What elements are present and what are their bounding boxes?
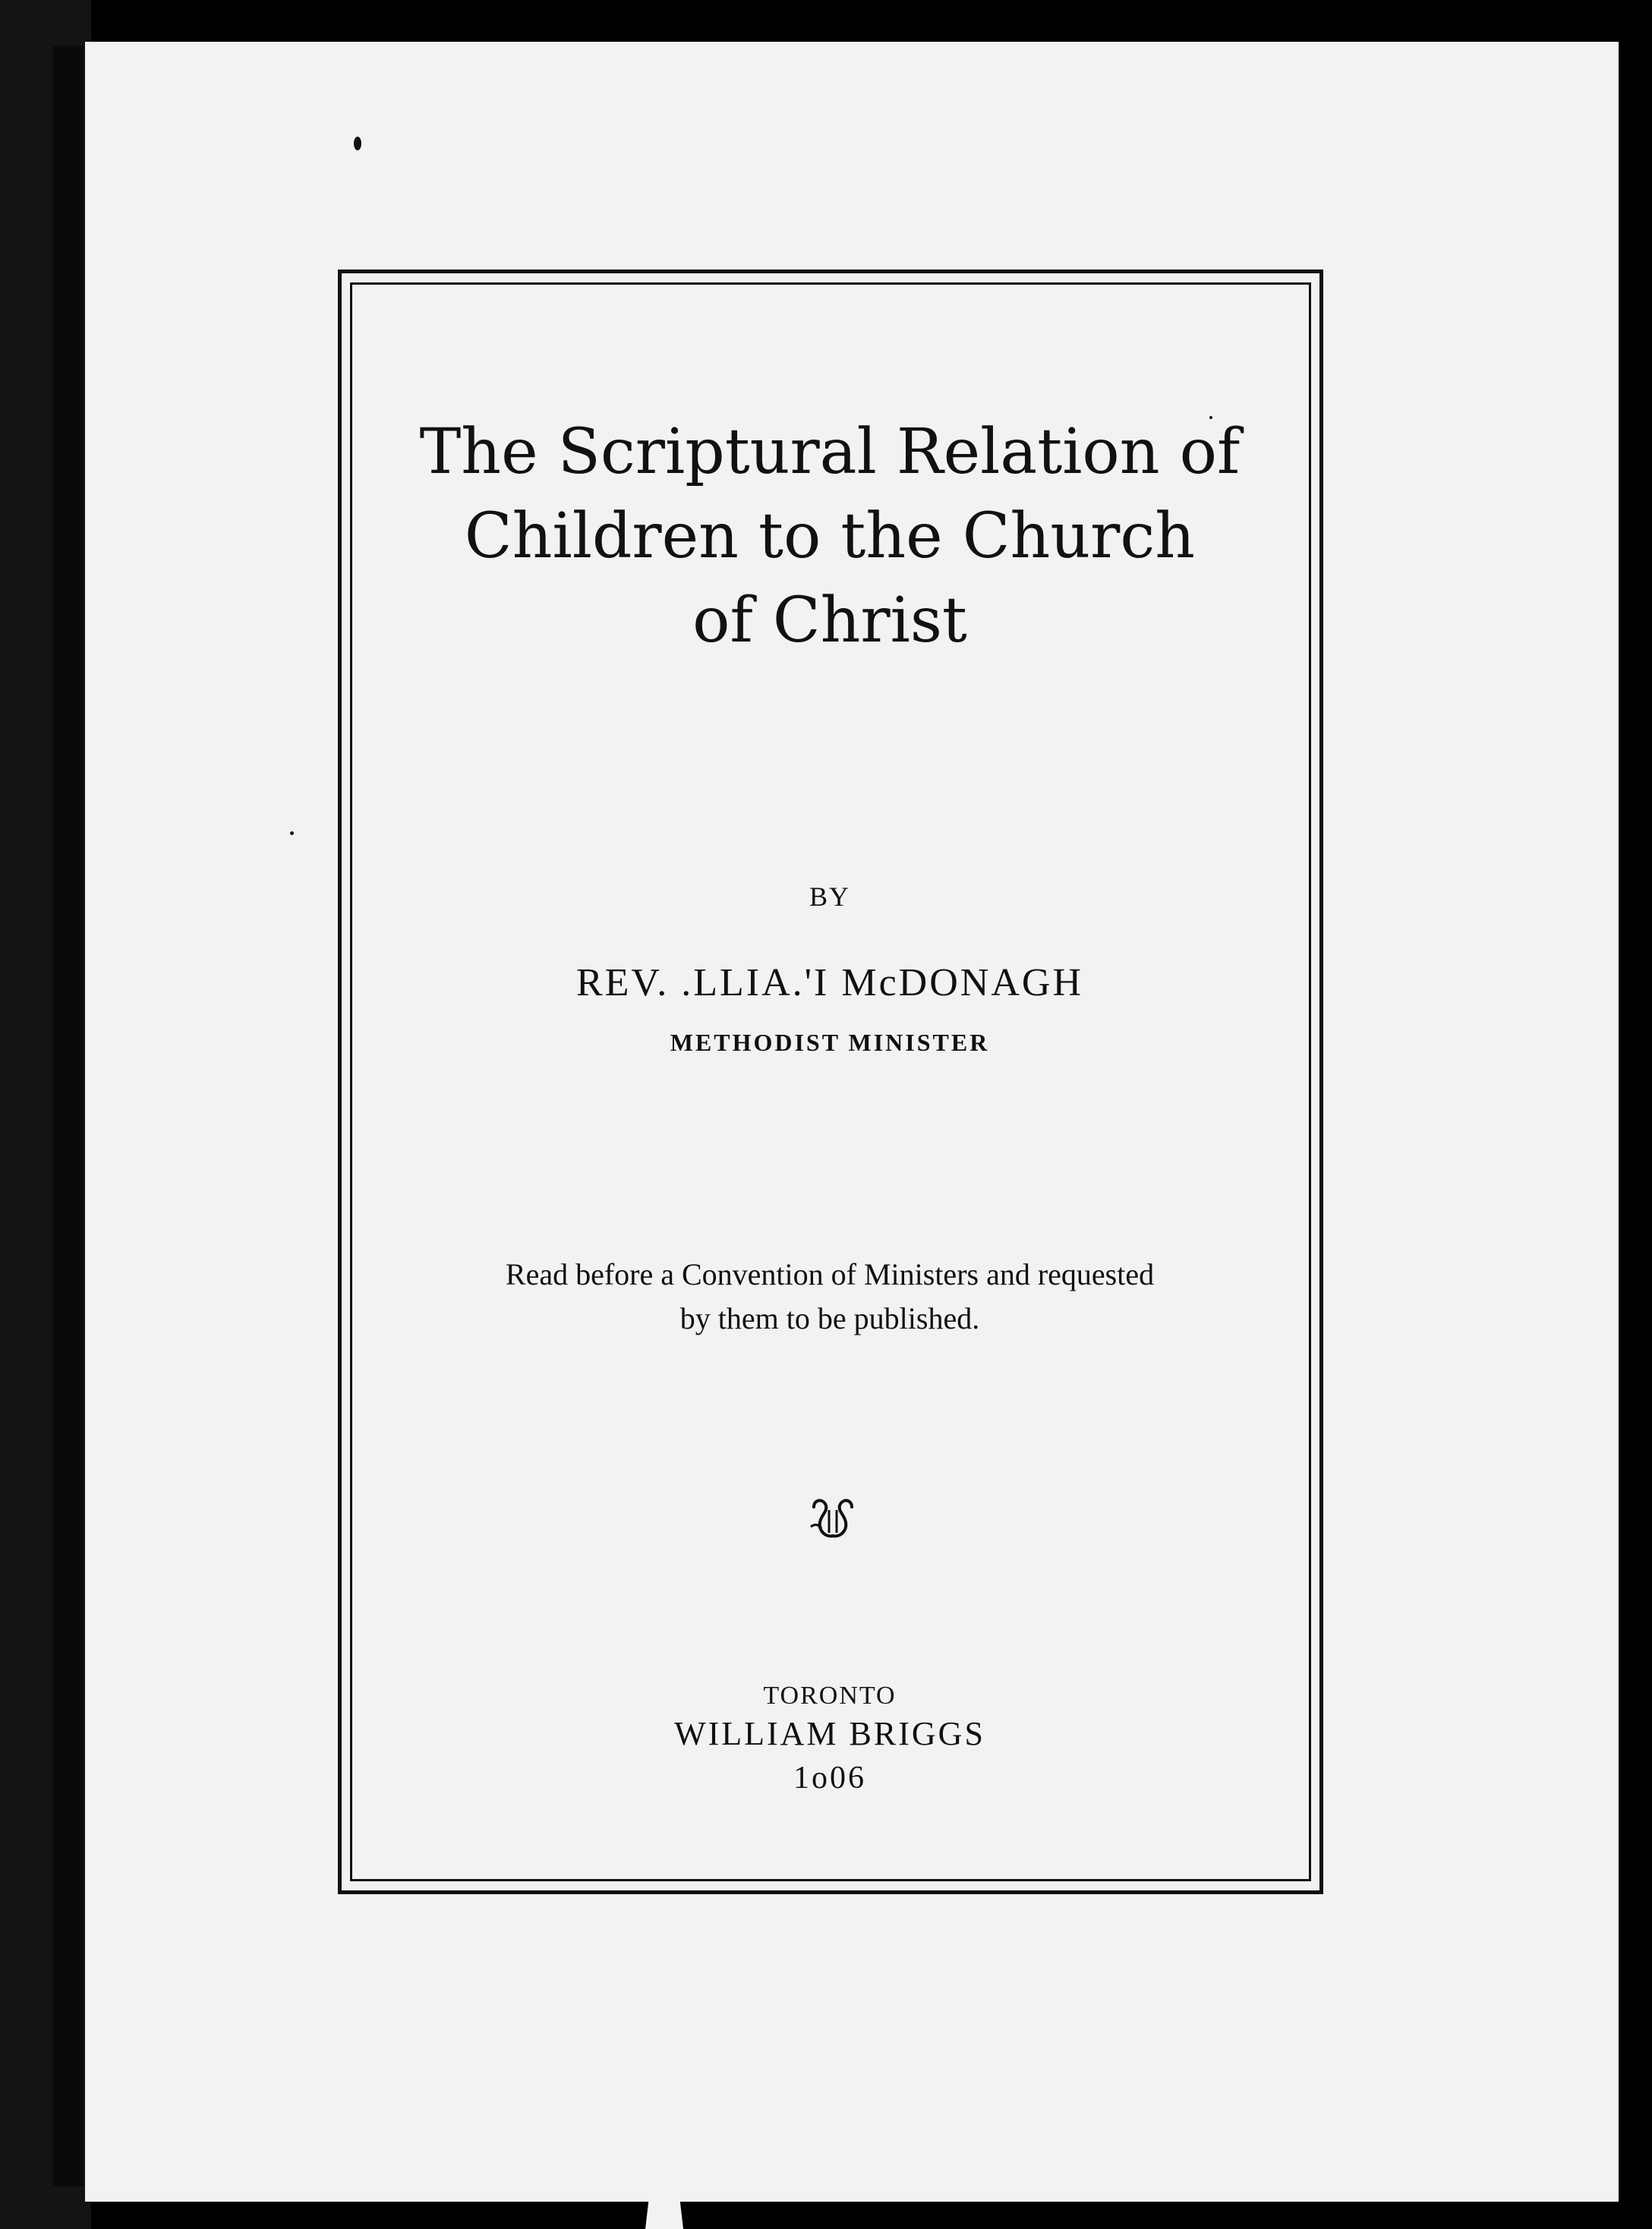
book-binding xyxy=(0,0,91,2229)
ink-speck xyxy=(354,137,361,150)
fleuron-icon xyxy=(806,1492,859,1545)
title-line: of Christ xyxy=(692,585,967,657)
author-role: METHODIST MINISTER xyxy=(670,1029,990,1056)
imprint-year: 1ᴏ06 xyxy=(793,1761,866,1795)
publication-note xyxy=(357,1253,1303,1341)
book-title xyxy=(357,410,1303,663)
note-line: Read before a Convention of Ministers and requested xyxy=(505,1257,1155,1291)
by-label: BY xyxy=(809,881,850,912)
imprint-publisher: WILLIAM BRIGGS xyxy=(674,1715,985,1752)
title-line: Children to the Church xyxy=(464,500,1196,572)
ink-speck xyxy=(290,831,294,835)
title-line: The Scriptural Relation of xyxy=(419,416,1241,488)
note-line: by them to be published. xyxy=(679,1301,980,1335)
imprint-city: TORONTO xyxy=(763,1682,897,1710)
author-name: REV. .LLIA.'I McDONAGH xyxy=(575,961,1083,1004)
